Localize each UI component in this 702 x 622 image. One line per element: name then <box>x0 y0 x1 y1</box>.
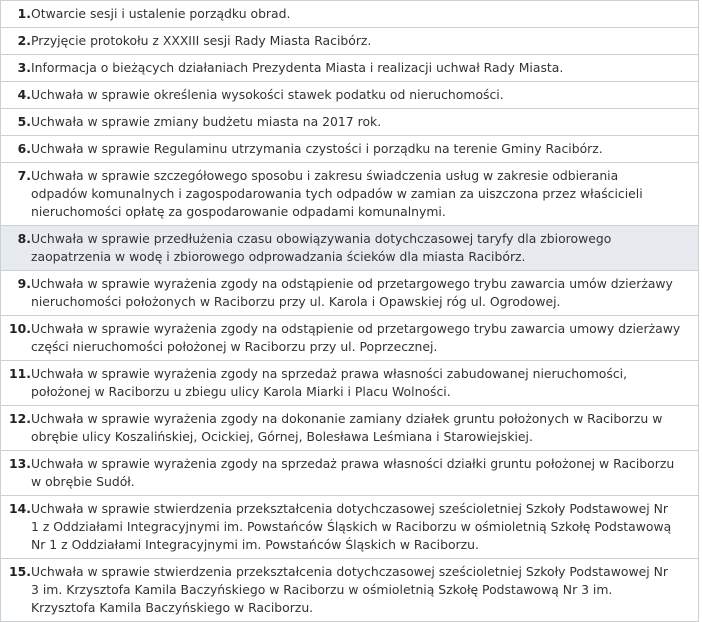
agenda-item-15[interactable] <box>0 559 699 622</box>
agenda-item-text-line: Uchwała w sprawie zmiany budżetu miasta na 2017 rok. <box>31 114 382 129</box>
agenda-item-text-line: Informacja o bieżących działaniach Prezydenta Miasta i realizacji uchwał Rady Miasta. <box>31 60 564 75</box>
agenda-item-text-line: Uchwała w sprawie wyrażenia zgody na odstąpienie od przetargowego trybu zawarcia umowy dzierżawy <box>31 321 681 336</box>
agenda-item-11[interactable] <box>0 361 699 406</box>
agenda-item-text <box>31 113 381 131</box>
agenda-item-number: 13. <box>9 456 31 471</box>
agenda-item-text-line: Otwarcie sesji i ustalenie porządku obrad. <box>31 6 291 21</box>
agenda-item-text-line: części nieruchomości położonej w Raciborzu przy ul. Poprzecznej. <box>31 339 438 354</box>
agenda-item-text-line: Uchwała w sprawie przedłużenia czasu obowiązywania dotychczasowej taryfy dla zbiorowego <box>31 231 612 246</box>
agenda-item-text-line: obrębie ulicy Koszalińskiej, Ocickiej, Górnej, Bolesława Leśmiana i Starowiejskiej. <box>31 429 533 444</box>
agenda-item-text-line: zaopatrzenia w wodę i zbiorowego odprowadzania ścieków dla miasta Racibórz. <box>31 249 526 264</box>
agenda-item-text-line: odpadów komunalnych i zagospodarowania tych odpadów w zamian za uiszczona przez właścicieli <box>31 186 643 201</box>
agenda-item-text-line: Nr 1 z Oddziałami Integracyjnymi im. Powstańców Śląskich w Raciborzu. <box>31 537 479 552</box>
agenda-item-number: 6. <box>17 141 31 156</box>
agenda-item-text-line: 3 im. Krzysztofa Kamila Baczyńskiego w Raciborzu w ośmioletnią Szkołę Podstawową Nr 3 im. <box>31 582 613 597</box>
agenda-item-number: 7. <box>17 168 31 183</box>
agenda-item-text-line: Uchwała w sprawie wyrażenia zgody na sprzedaż prawa własności zabudowanej nieruchomości, <box>31 366 628 381</box>
agenda-item-text-line: Przyjęcie protokołu z XXXIII sesji Rady Miasta Racibórz. <box>31 33 372 48</box>
agenda-item-text-line: Uchwała w sprawie wyrażenia zgody na odstąpienie od przetargowego trybu zawarcia umów dzierżawy <box>31 276 673 291</box>
agenda-item-7[interactable] <box>0 163 699 226</box>
agenda-item-text <box>31 410 662 446</box>
agenda-item-number: 9. <box>17 276 31 291</box>
agenda-item-text <box>31 86 504 104</box>
agenda-item-text-line: nieruchomości położonych w Raciborzu przy ul. Karola i Opawskiej róg ul. Ogrodowej. <box>31 294 561 309</box>
agenda-item-10[interactable] <box>0 316 699 361</box>
agenda-item-text <box>31 500 671 554</box>
agenda-item-9[interactable] <box>0 271 699 316</box>
agenda-item-text <box>31 140 603 158</box>
agenda-item-number: 8. <box>17 231 31 246</box>
agenda-item-text-line: Uchwała w sprawie Regulaminu utrzymania czystości i porządku na terenie Gminy Racibórz. <box>31 141 603 156</box>
agenda-item-number: 11. <box>9 366 31 381</box>
agenda-item-number: 1. <box>17 6 31 21</box>
agenda-item-number: 2. <box>17 33 31 48</box>
agenda-item-text <box>31 167 643 221</box>
agenda-item-1[interactable] <box>0 0 699 28</box>
agenda-item-text <box>31 59 563 77</box>
agenda-item-14[interactable] <box>0 496 699 559</box>
agenda-item-6[interactable] <box>0 136 699 163</box>
agenda-item-4[interactable] <box>0 82 699 109</box>
agenda-item-number: 12. <box>9 411 31 426</box>
agenda-item-text-line: Uchwała w sprawie stwierdzenia przekształcenia dotychczasowej sześcioletniej Szkoły Podstawowej Nr <box>31 501 668 516</box>
agenda-item-number: 4. <box>17 87 31 102</box>
agenda-item-5[interactable] <box>0 109 699 136</box>
agenda-item-8[interactable] <box>0 226 699 271</box>
agenda-item-text-line: Uchwała w sprawie wyrażenia zgody na sprzedaż prawa własności działki gruntu położonej w Raciborzu <box>31 456 675 471</box>
agenda-item-text-line: 1 z Oddziałami Integracyjnymi im. Powstańców Śląskich w Raciborzu w ośmioletnią Szkołę Podstawową <box>31 519 672 534</box>
agenda-item-13[interactable] <box>0 451 699 496</box>
agenda-item-text <box>31 5 290 23</box>
agenda-item-text <box>31 455 674 491</box>
agenda-item-text <box>31 365 627 401</box>
agenda-item-text <box>31 563 668 617</box>
agenda-item-text <box>31 275 673 311</box>
agenda-item-text <box>31 230 611 266</box>
agenda-item-text-line: położonej w Raciborzu u zbiegu ulicy Karola Miarki i Placu Wolności. <box>31 384 451 399</box>
agenda-item-number: 14. <box>9 501 31 516</box>
agenda-item-text <box>31 320 680 356</box>
agenda-item-number: 10. <box>9 321 31 336</box>
agenda-item-text-line: nieruchomości opłatę za gospodarowanie odpadami komunalnymi. <box>31 204 446 219</box>
agenda-item-text <box>31 32 371 50</box>
agenda-item-text-line: Uchwała w sprawie wyrażenia zgody na dokonanie zamiany działek gruntu położonych w Raciborzu w <box>31 411 663 426</box>
agenda-item-number: 15. <box>9 564 31 579</box>
agenda-item-2[interactable] <box>0 28 699 55</box>
agenda-item-text-line: Uchwała w sprawie określenia wysokości stawek podatku od nieruchomości. <box>31 87 504 102</box>
agenda-item-text-line: Uchwała w sprawie stwierdzenia przekształcenia dotychczasowej sześcioletniej Szkoły Podstawowej Nr <box>31 564 668 579</box>
agenda-item-text-line: Krzysztofa Kamila Baczyńskiego w Raciborzu. <box>31 600 314 615</box>
agenda-item-number: 3. <box>17 60 31 75</box>
agenda-item-text-line: Uchwała w sprawie szczegółowego sposobu i zakresu świadczenia usług w zakresie odbierania <box>31 168 619 183</box>
agenda-item-12[interactable] <box>0 406 699 451</box>
agenda-item-3[interactable] <box>0 55 699 82</box>
agenda-item-text-line: w obrębie Sudół. <box>31 474 135 489</box>
agenda-item-number: 5. <box>17 114 31 129</box>
